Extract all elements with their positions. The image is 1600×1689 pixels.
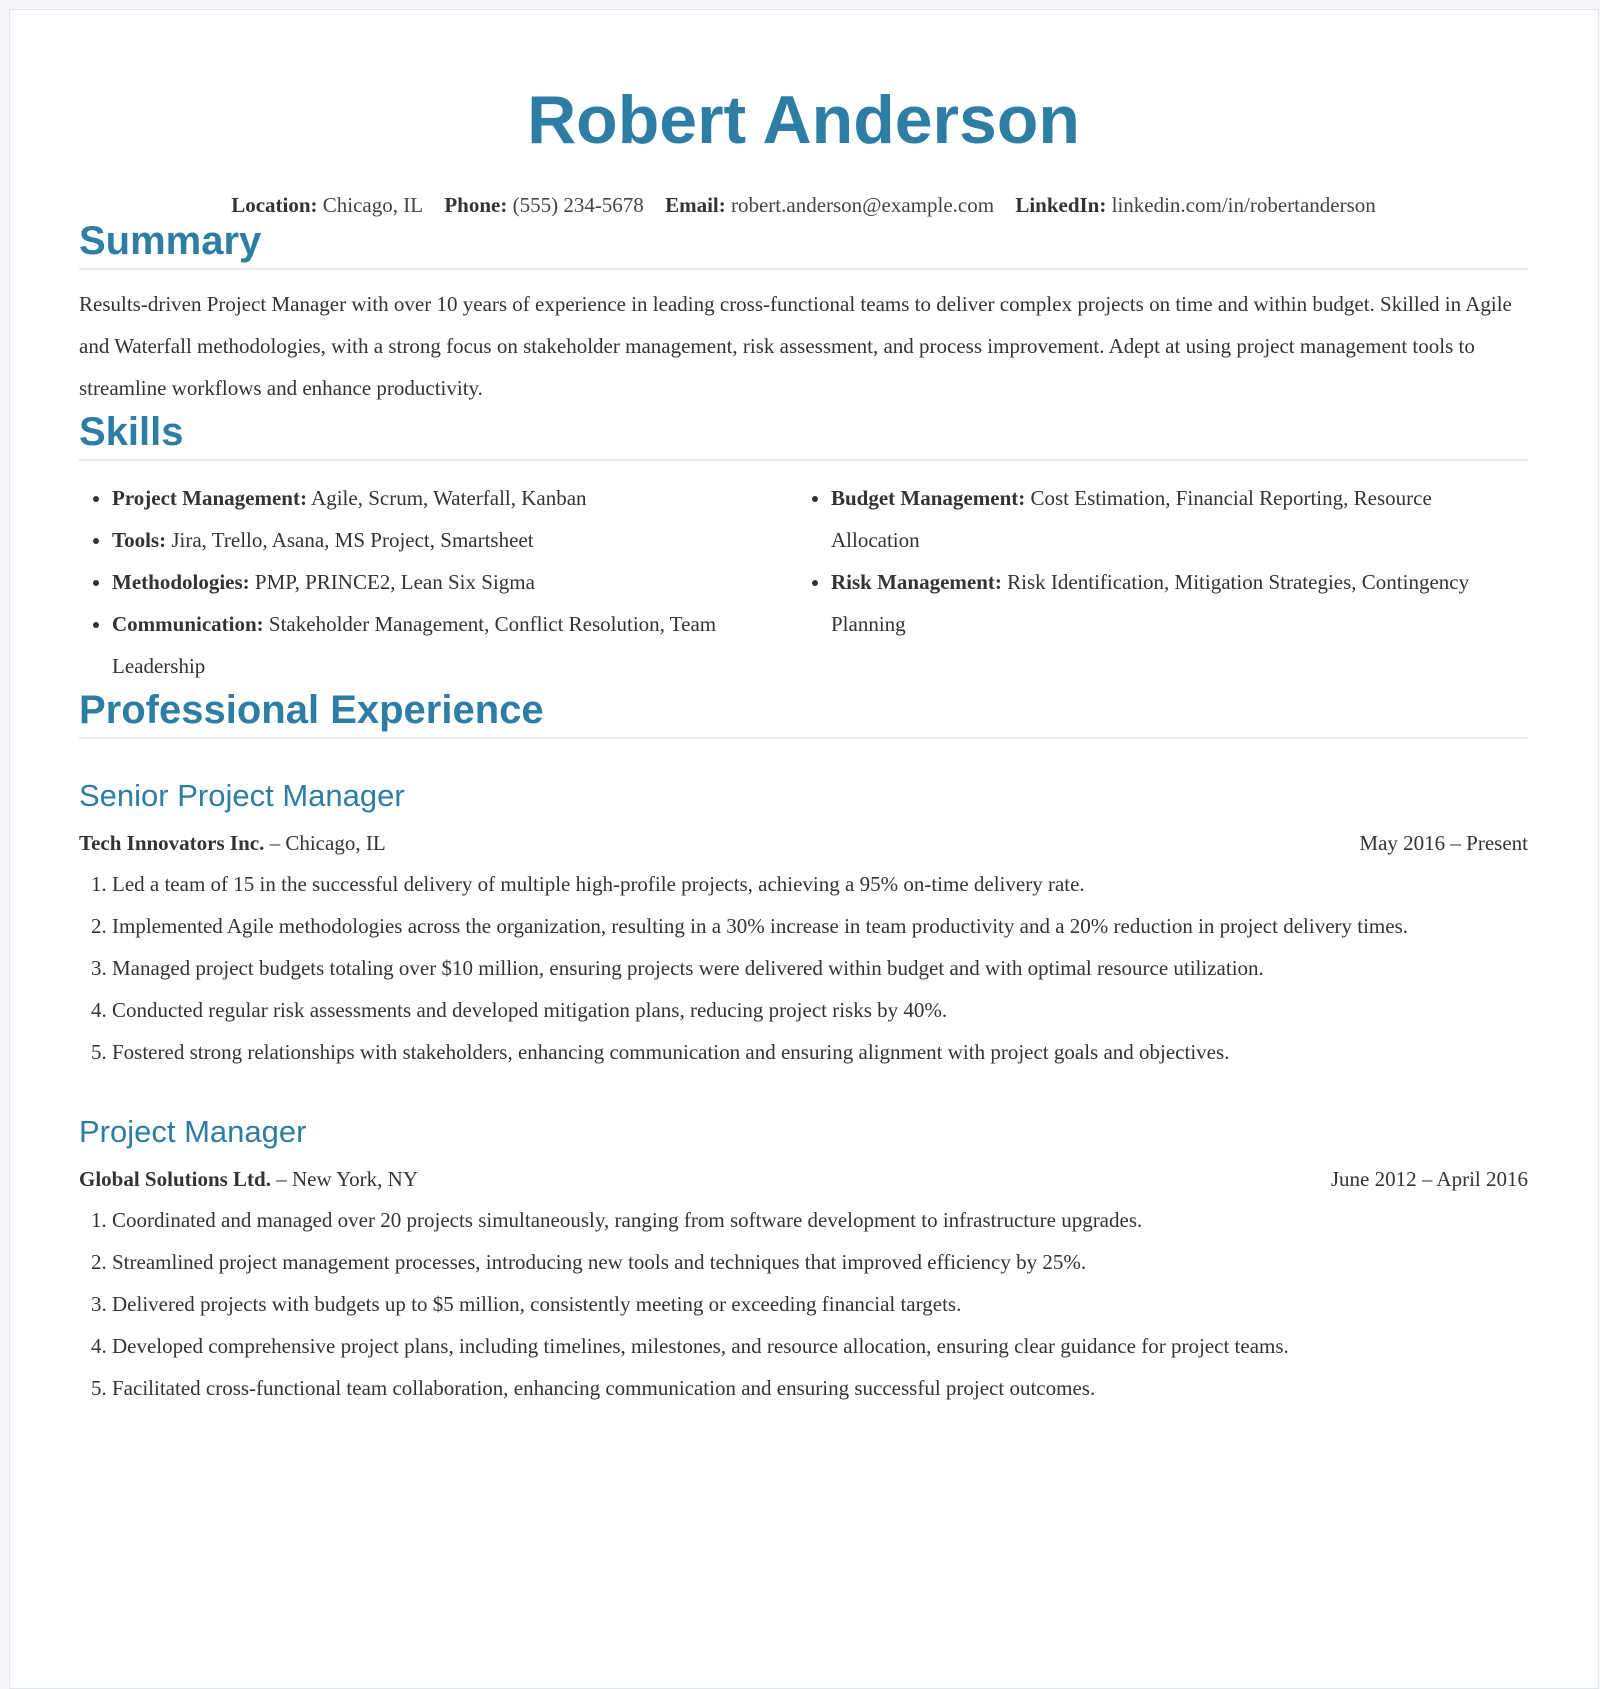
job-duties xyxy=(79,863,1528,1073)
skill-label: Risk Management: xyxy=(831,570,1002,594)
job-dates: June 2012 – April 2016 xyxy=(1330,1167,1528,1192)
job-title: Project Manager xyxy=(79,1114,307,1150)
skill-value: Agile, Scrum, Waterfall, Kanban xyxy=(311,486,587,510)
duty-item: 3. Delivered projects with budgets up to $5 million, consistently meeting or exceeding financial targets. xyxy=(112,1283,1528,1325)
skill-label: Communication: xyxy=(112,612,264,636)
skill-label: Project Management: xyxy=(112,486,307,510)
job-company: Global Solutions Ltd. xyxy=(79,1167,271,1192)
skill-item xyxy=(831,561,1517,645)
duty-item: 1. Coordinated and managed over 20 projects simultaneously, ranging from software development to infrastructure upgrades. xyxy=(112,1199,1528,1241)
email-value: robert.anderson@example.com xyxy=(730,193,995,217)
email-label: Email: xyxy=(665,193,726,217)
duty-item: 1. Led a team of 15 in the successful delivery of multiple high-profile projects, achieving a 95% on-time delivery rate. xyxy=(112,863,1528,905)
skill-item xyxy=(112,519,798,561)
summary-heading: Summary xyxy=(79,218,1528,270)
skill-label: Budget Management: xyxy=(831,486,1026,510)
resume-page xyxy=(9,9,1599,1689)
job-title: Senior Project Manager xyxy=(79,778,405,813)
job-entry xyxy=(79,777,1528,1073)
linkedin-value: linkedin.com/in/robertanderson xyxy=(1111,193,1376,217)
job-meta xyxy=(79,828,1528,858)
skill-value: Jira, Trello, Asana, MS Project, Smartsheet xyxy=(171,528,534,552)
contact-email xyxy=(665,193,994,217)
summary-text: Results-driven Project Manager with over 10 years of experience in leading cross-functional teams to deliver complex projects on time and within budget. Skilled in Agile and Waterfall methodologies, with a strong focus on stakeholder management, risk assessment, and process improvement. Adept at using project management tools to streamline workflows and enhance productivity. xyxy=(79,292,1512,400)
skills-list-right xyxy=(798,477,1517,687)
job-employer xyxy=(79,828,386,858)
job-company: Tech Innovators Inc. xyxy=(79,831,265,856)
duty-item: 2. Streamlined project management processes, introducing new tools and techniques that improved efficiency by 25%. xyxy=(112,1241,1528,1283)
location-label: Location: xyxy=(231,193,318,217)
job-duties xyxy=(79,1199,1528,1409)
contact-info xyxy=(79,193,1528,218)
skill-item xyxy=(112,603,798,687)
contact-linkedin xyxy=(1015,193,1375,217)
skills-heading: Skills xyxy=(79,409,1528,461)
job-dates: May 2016 – Present xyxy=(1359,831,1528,856)
job-location: – Chicago, IL xyxy=(269,831,386,856)
duty-item: 4. Developed comprehensive project plans, including timelines, milestones, and resource allocation, ensuring clear guidance for project teams. xyxy=(112,1325,1528,1367)
phone-label: Phone: xyxy=(444,193,508,217)
skill-value: PMP, PRINCE2, Lean Six Sigma xyxy=(254,570,535,594)
phone-value: (555) 234-5678 xyxy=(512,193,644,217)
candidate-name: Robert Anderson xyxy=(527,82,1080,158)
skill-value: Risk Identification, Mitigation Strategies, Contingency Planning xyxy=(831,570,1470,636)
job-location: – New York, NY xyxy=(276,1167,418,1192)
job-entry xyxy=(79,1113,1528,1409)
skills-columns xyxy=(79,477,1528,687)
skill-item xyxy=(831,477,1517,561)
linkedin-label: LinkedIn: xyxy=(1015,193,1107,217)
contact-phone xyxy=(444,193,643,217)
experience-heading: Professional Experience xyxy=(79,687,1528,739)
duty-item: 5. Fostered strong relationships with stakeholders, enhancing communication and ensuring alignment with project goals and objectives. xyxy=(112,1031,1528,1073)
duty-item: 2. Implemented Agile methodologies across the organization, resulting in a 30% increase in team productivity and a 20% reduction in project delivery times. xyxy=(112,905,1528,947)
job-employer xyxy=(79,1164,418,1194)
skill-label: Tools: xyxy=(112,528,167,552)
skill-label: Methodologies: xyxy=(112,570,250,594)
skill-item xyxy=(112,561,798,603)
duty-item: 3. Managed project budgets totaling over $10 million, ensuring projects were delivered within budget and with optimal resource utilization. xyxy=(112,947,1528,989)
duty-item: 4. Conducted regular risk assessments and developed mitigation plans, reducing project risks by 40%. xyxy=(112,989,1528,1031)
contact-location xyxy=(231,193,423,217)
skills-list-left xyxy=(79,477,798,687)
skill-item xyxy=(112,477,798,519)
location-value: Chicago, IL xyxy=(322,193,424,217)
duty-item: 5. Facilitated cross-functional team collaboration, enhancing communication and ensuring successful project outcomes. xyxy=(112,1367,1528,1409)
job-meta xyxy=(79,1164,1528,1194)
skill-value: Stakeholder Management, Conflict Resolution, Team Leadership xyxy=(112,612,717,678)
skill-value: Cost Estimation, Financial Reporting, Resource Allocation xyxy=(831,486,1432,552)
